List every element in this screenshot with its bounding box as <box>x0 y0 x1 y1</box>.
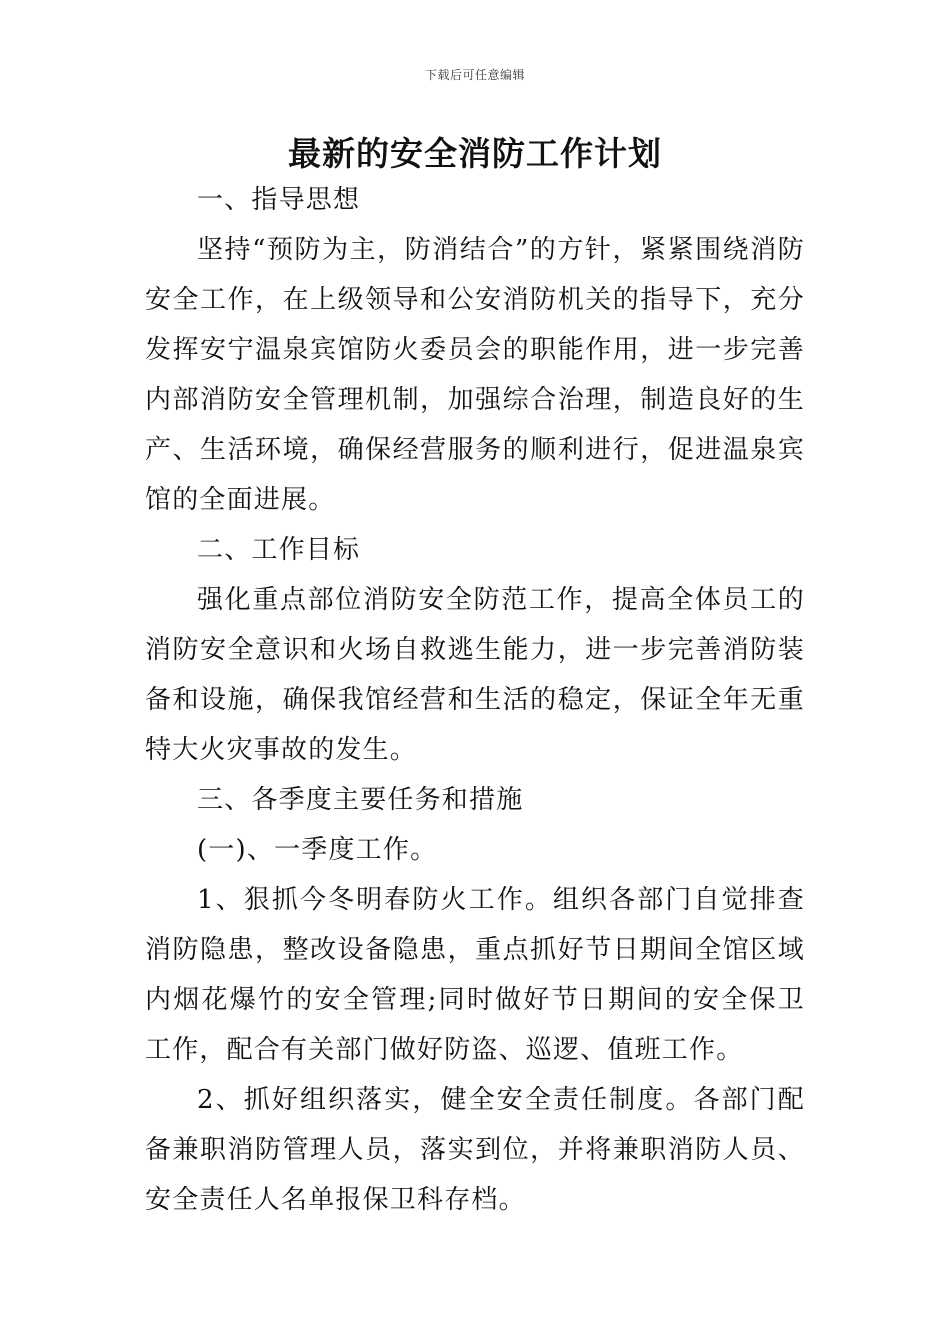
subsection-heading-q1: (一)、一季度工作。 <box>197 835 438 865</box>
paragraph-q1-item-2: 2、抓好组织落实，健全安全责任制度。各部门配备兼职消防管理人员，落实到位，并将兼职消防人员、安全责任人名单报保卫科存档。 <box>145 1085 805 1215</box>
header-note: 下载后可任意编辑 <box>424 68 525 82</box>
document-body <box>145 175 805 1225</box>
section-heading-work-goals: 二、工作目标 <box>197 535 361 565</box>
section-heading-quarterly-tasks: 三、各季度主要任务和措施 <box>197 785 524 815</box>
paragraph-work-goals: 强化重点部位消防安全防范工作，提高全体员工的消防安全意识和火场自救逃生能力，进一步完善消防装备和设施，确保我馆经营和生活的稳定，保证全年无重特大火灾事故的发生。 <box>145 585 805 765</box>
paragraph-guiding-thought: 坚持“预防为主，防消结合”的方针，紧紧围绕消防安全工作，在上级领导和公安消防机关的指导下，充分发挥安宁温泉宾馆防火委员会的职能作用，进一步完善内部消防安全管理机制，加强综合治理，制造良好的生产、生活环境，确保经营服务的顺利进行，促进温泉宾馆的全面进展。 <box>145 235 805 515</box>
section-heading-guiding-thought: 一、指导思想 <box>197 185 361 215</box>
paragraph-q1-item-1: 1、狠抓今冬明春防火工作。组织各部门自觉排查消防隐患，整改设备隐患，重点抓好节日期间全馆区域内烟花爆竹的安全管理;同时做好节日期间的安全保卫工作，配合有关部门做好防盗、巡逻、值班工作。 <box>145 885 805 1065</box>
document-title: 最新的安全消防工作计划 <box>288 134 662 173</box>
